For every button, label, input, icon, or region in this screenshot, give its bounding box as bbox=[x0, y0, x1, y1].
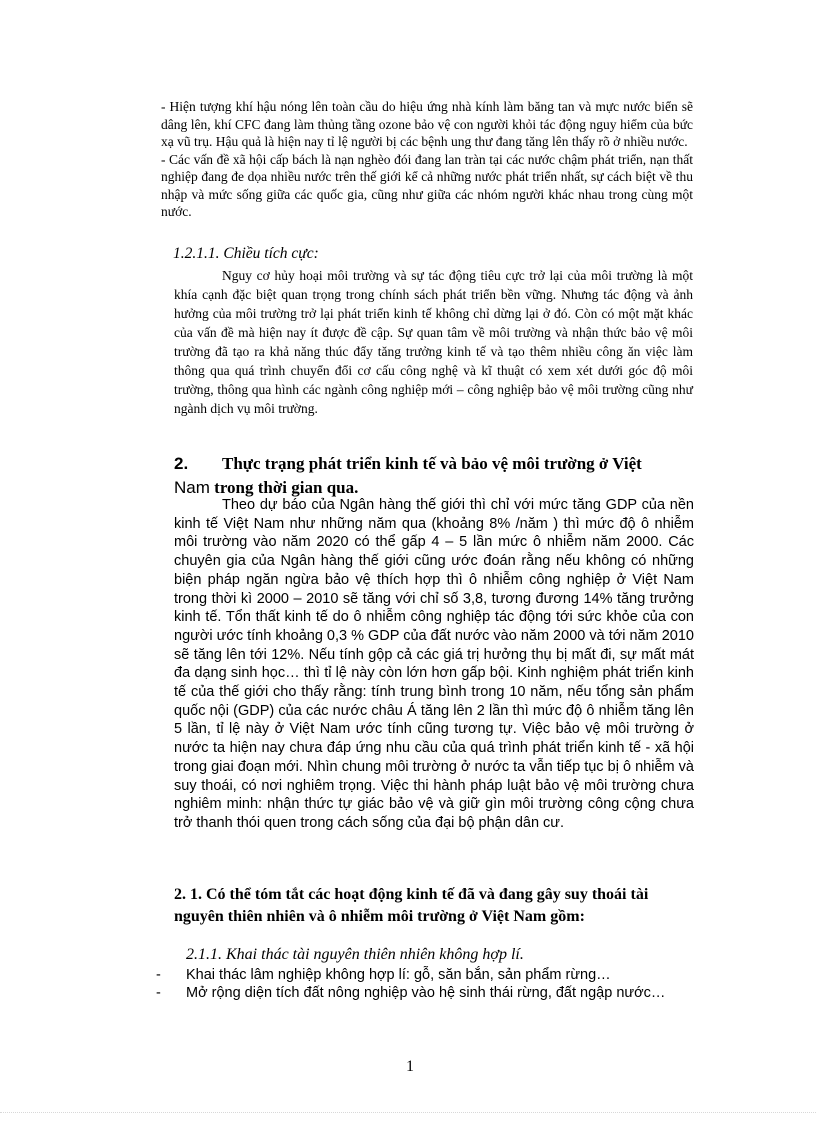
page-number: 1 bbox=[406, 1058, 414, 1075]
list-item bbox=[156, 966, 696, 984]
section-2-heading-line2: trong thời gian qua. bbox=[209, 478, 359, 497]
list-dash: - bbox=[156, 967, 161, 983]
section-211-heading: 2.1.1. Khai thác tài nguyên thiên nhiên không hợp lí. bbox=[186, 946, 524, 963]
intro-paragraph: - Các vấn đề xã hội cấp bách là nạn nghèo đói đang lan tràn tại các nước chậm phát triển, nạn thất nghiệp đang đe dọa nhiều nước trên thế giới kể cả những nước phát triển nhất, sự cách biệt về thu nhập và mức sống giữa các quốc gia, cũng như giữa các nhóm người khác nhau trong cùng một nước. bbox=[161, 151, 693, 219]
section-2-heading-nam: Nam bbox=[174, 478, 210, 497]
section-1211-paragraph: Nguy cơ hủy hoại môi trường và sự tác động tiêu cực trở lại của môi trường là một khía cạnh đặc biệt quan trọng trong chính sách phát triển bền vững. Nhưng tác động và ảnh hưởng của môi trường trở lại phát triển kinh tế không chỉ dừng lại ở đó. Còn có một mặt khác của vấn đề mà hiện nay ít được đề cập. Sự quan tâm về môi trường và nhận thức bảo vệ môi trường đã tạo ra khả năng thúc đẩy tăng trưởng kinh tế và tạo thêm nhiều công ăn việc làm thông qua quá trình chuyển đổi cơ cấu công nghệ và kĩ thuật có xem xét dưới góc độ môi trường, thông qua hình các ngành công nghiệp mới – công nghiệp bảo vệ môi trường cũng như ngành dịch vụ môi trường. bbox=[174, 268, 693, 416]
intro-block bbox=[161, 98, 693, 221]
intro-paragraph: - Hiện tượng khí hậu nóng lên toàn cầu do hiệu ứng nhà kính làm băng tan và mực nước biển sẽ dâng lên, khí CFC đang làm thủng tầng ozone bảo vệ con người khỏi tác động nguy hiểm của bức xạ vũ trụ. Hậu quả là hiện nay tỉ lệ người bị các bệnh ung thư đang tăng lên thấy rõ ở nhiều nước. bbox=[161, 99, 693, 149]
section-2-body bbox=[174, 496, 694, 833]
resource-list bbox=[156, 966, 696, 1002]
page-bottom-divider bbox=[0, 1112, 816, 1113]
section-2-heading bbox=[174, 452, 694, 500]
list-item-text: Mở rộng diện tích đất nông nghiệp vào hệ sinh thái rừng, đất ngập nước… bbox=[186, 985, 666, 1001]
section-1211-body bbox=[174, 266, 693, 418]
section-2-number: 2. bbox=[174, 454, 189, 473]
list-dash: - bbox=[156, 985, 161, 1001]
list-item-text: Khai thác lâm nghiệp không hợp lí: gỗ, săn bắn, sản phẩm rừng… bbox=[186, 967, 611, 983]
section-2-paragraph: Theo dự báo của Ngân hàng thế giới thì chỉ với mức tăng GDP của nền kinh tế Việt Nam như những năm qua (khoảng 8% /năm ) thì mức độ ô nhiễm môi trường vào năm 2020 có thể gấp 4 – 5 lần mức ô nhiễm năm 2000. Các chuyên gia của Ngân hàng thế giới cũng ước đoán rằng nếu không có những biện pháp ngăn ngừa bảo vệ thích hợp thì ô nhiễm công nghiệp ở Việt Nam trong thời kì 2000 – 2010 sẽ tăng với chỉ số 3,8, tương đương 14% tăng trưởng kinh tế. Tổn thất kinh tế do ô nhiễm công nghiệp tác động tới sức khỏe của con người ước tính khoảng 0,3 % GDP của đất nước vào năm 2000 và tới năm 2010 sẽ tăng lên tới 12%. Nếu tính gộp cả các giá trị hưởng thụ bị mất đi, sự mất mát đa dạng sinh học… thì tỉ lệ này còn lớn hơn gấp bội. Kinh nghiệm phát triển kinh tế của thế giới cho thấy rằng: tính trung bình trong 10 năm, nếu tổng sản phẩm quốc nội (GDP) của các nước châu Á tăng lên 2 lần thì mức độ ô nhiễm tăng lên 5 lần, tỉ lệ này ở Việt Nam ước tính cũng tương tự. Việc bảo vệ môi trường ở nước ta hiện nay chưa đáp ứng nhu cầu của quá trình phát triển kinh tế - xã hội trong giai đoạn mới. Nhìn chung môi trường ở nước ta vẫn tiếp tục bị ô nhiễm và suy thoái, có nơi nghiêm trọng. Việc thi hành pháp luật bảo vệ môi trường chưa nghiêm minh: nhận thức tự giác bảo vệ và giữ gìn môi trường công cộng chưa trở thanh thói quen trong cách sống của đại bộ phận dân cư. bbox=[174, 497, 694, 831]
section-2-heading-line1: Thực trạng phát triển kinh tế và bảo vệ môi trường ở Việt bbox=[222, 454, 642, 473]
section-1211-heading: 1.2.1.1. Chiều tích cực: bbox=[173, 245, 319, 262]
section-21-heading: 2. 1. Có thể tóm tắt các hoạt động kinh tế đã và đang gây suy thoái tài nguyên thiên nhiên và ô nhiễm môi trường ở Việt Nam gồm: bbox=[174, 886, 649, 925]
list-item bbox=[156, 984, 696, 1002]
